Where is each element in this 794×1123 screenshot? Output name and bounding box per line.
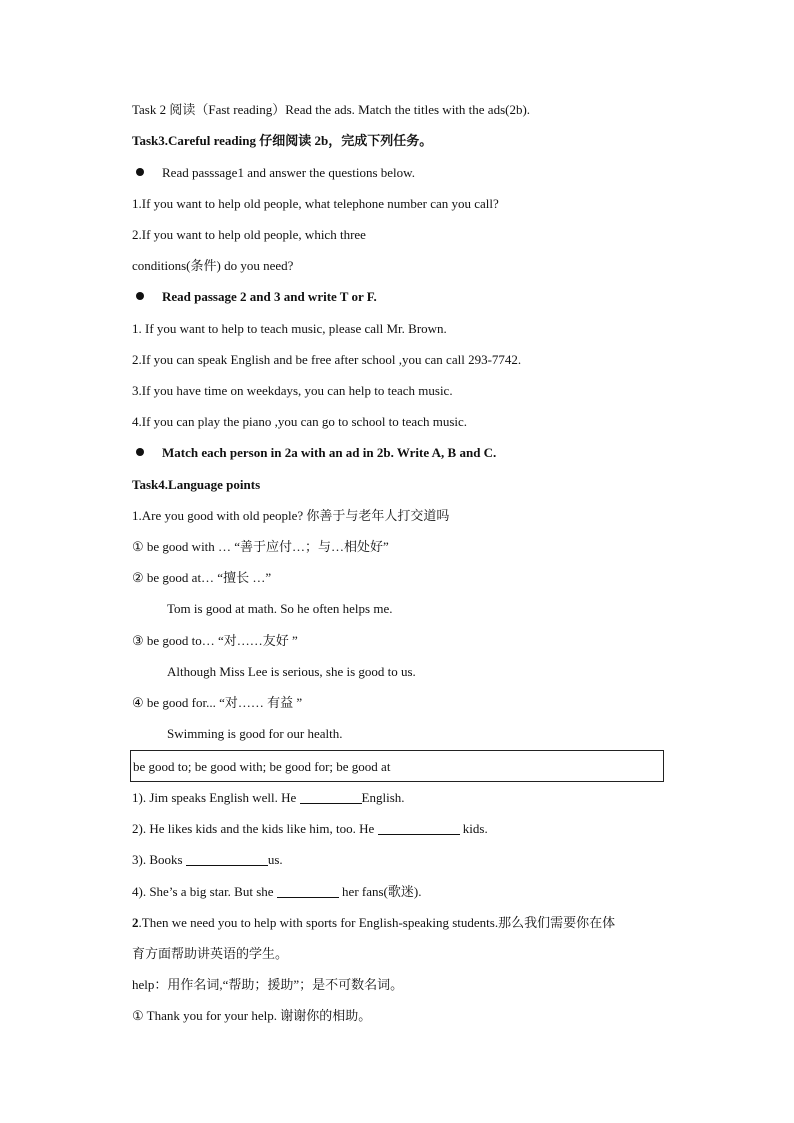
bullet-icon bbox=[136, 292, 144, 300]
tf-item-4: 4.If you can play the piano ,you can go to school to teach music. bbox=[132, 414, 468, 429]
task3-heading: Task3.Careful reading 仔细阅读 2b，完成下列任务。 bbox=[132, 133, 433, 148]
tf-item-3: 3.If you have time on weekdays, you can help to teach music. bbox=[132, 383, 453, 398]
language-point-2 bbox=[132, 914, 615, 932]
bullet-item-2 bbox=[132, 288, 377, 306]
collocation-4-example: Swimming is good for our health. bbox=[167, 726, 343, 741]
answer-blank[interactable] bbox=[378, 822, 460, 835]
bullet-item-3 bbox=[132, 444, 496, 462]
exercise-text: kids. bbox=[459, 821, 488, 836]
question-2-cont: conditions(条件) do you need? bbox=[132, 258, 294, 273]
collocation-1: ① be good with … “善于应付…；与…相处好” bbox=[132, 539, 389, 554]
exercise-text: 2). He likes kids and the kids like him, too. He bbox=[132, 821, 378, 836]
collocation-2-example: Tom is good at math. So he often helps me. bbox=[167, 601, 393, 616]
bullet-icon bbox=[136, 168, 144, 176]
collocation-3-example: Although Miss Lee is serious, she is good to us. bbox=[167, 664, 416, 679]
collocation-4: ④ be good for... “对…… 有益 ” bbox=[132, 695, 303, 710]
exercise-2 bbox=[132, 820, 488, 838]
collocation-2: ② be good at… “擅长 …” bbox=[132, 570, 272, 585]
exercise-text: 4). She’s a big star. But she bbox=[132, 884, 277, 899]
language-point-1: 1.Are you good with old people? 你善于与老年人打交道吗 bbox=[132, 508, 450, 523]
answer-blank[interactable] bbox=[277, 885, 339, 898]
exercise-text: 1). Jim speaks English well. He bbox=[132, 790, 300, 805]
word-bank-text: be good to; be good with; be good for; be good at bbox=[133, 759, 391, 774]
language-point-2-cont: 育方面帮助讲英语的学生。 bbox=[132, 946, 289, 961]
exercise-1 bbox=[132, 789, 405, 807]
exercise-4 bbox=[132, 883, 421, 901]
word-bank-box bbox=[130, 750, 664, 782]
question-1: 1.If you want to help old people, what telephone number can you call? bbox=[132, 196, 499, 211]
exercise-text: 3). Books bbox=[132, 852, 186, 867]
bullet-text: Read passage 2 and 3 and write T or F. bbox=[162, 289, 377, 304]
exercise-text: English. bbox=[361, 790, 405, 805]
task4-heading: Task4.Language points bbox=[132, 477, 261, 492]
point-text: .Then we need you to help with sports for English-speaking students.那么我们需要你在体 bbox=[138, 915, 616, 930]
bullet-item-1 bbox=[132, 164, 415, 182]
bullet-icon bbox=[136, 448, 144, 456]
tf-item-2: 2.If you can speak English and be free after school ,you can call 293-7742. bbox=[132, 352, 522, 367]
bullet-text: Read passsage1 and answer the questions below. bbox=[162, 165, 415, 180]
answer-blank[interactable] bbox=[300, 791, 362, 804]
collocation-3: ③ be good to… “对……友好 ” bbox=[132, 633, 298, 648]
tf-item-1: 1. If you want to help to teach music, please call Mr. Brown. bbox=[132, 321, 447, 336]
question-2: 2.If you want to help old people, which three bbox=[132, 227, 366, 242]
task2-line: Task 2 阅读（Fast reading）Read the ads. Match the titles with the ads(2b). bbox=[132, 102, 531, 117]
exercise-text: her fans(歌迷). bbox=[338, 884, 422, 899]
exercise-3 bbox=[132, 851, 283, 869]
bullet-text: Match each person in 2a with an ad in 2b. Write A, B and C. bbox=[162, 445, 497, 460]
point-number: 2 bbox=[132, 915, 139, 930]
help-note: help：用作名词,“帮助；援助”；是不可数名词。 bbox=[132, 977, 404, 992]
exercise-text: us. bbox=[267, 852, 283, 867]
answer-blank[interactable] bbox=[186, 853, 268, 866]
help-example-1: ① Thank you for your help. 谢谢你的相助。 bbox=[132, 1008, 372, 1023]
